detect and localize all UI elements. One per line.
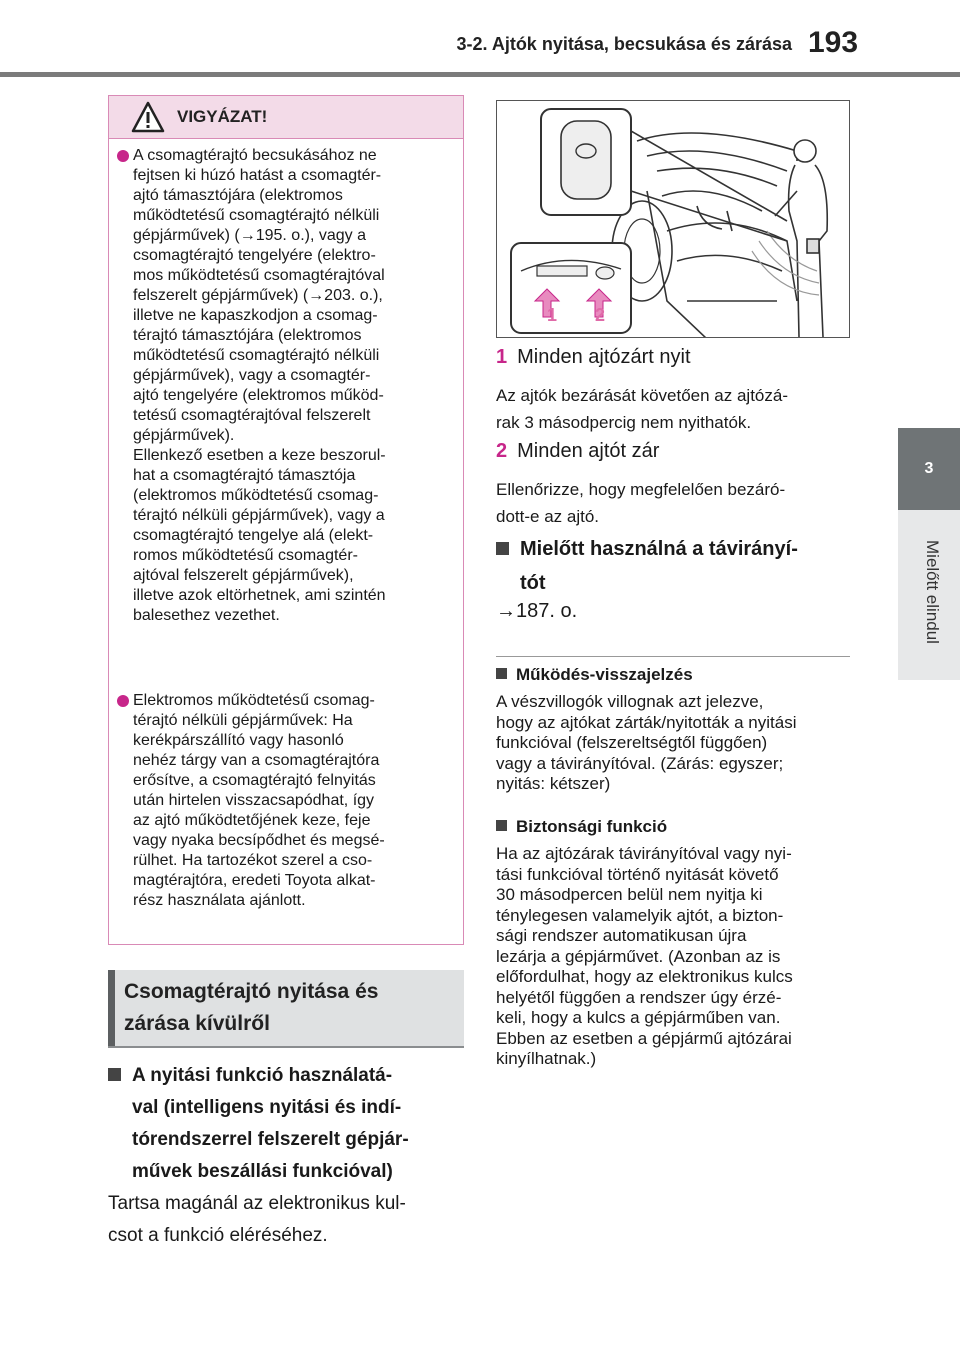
warning-title: VIGYÁZAT! (177, 107, 268, 126)
section-heading-text: Csomagtérajtó nyitása és zárása kívülről (124, 980, 379, 1035)
opening-function-subheading-text: A nyitási funkció használatá- val (intelligens nyitási és indí- tórendszerrel felszerelt gépjár- művek beszállási funkcióval) (132, 1065, 409, 1182)
tailgate-illustration-drawing (497, 101, 850, 338)
chapter-number: 3 (924, 460, 934, 477)
header-rule (0, 72, 960, 77)
warning-triangle-icon (131, 101, 165, 133)
square-bullet-icon (108, 1068, 121, 1081)
step-number: 1 (496, 346, 508, 368)
warning-bullet-text: Elektromos működtetésű csomag- térajtó nélküli gépjárművek: Ha kerékpárszállító vagy hasonló nehéz tárgy van a csomagtérajtóra erősítve, a csomagtérajtó felnyitás után hirtelen visszacsapódhat, így az ajtó működtetőjének keze, feje vagy nyaka becsípődhet és megsé- rülhet. Ha tartozékot szerel a cso- magtérajtóra, eredeti Toyota alkat- rész használata ajánlott. (133, 692, 385, 909)
section-heading-bar (108, 970, 115, 1046)
step-1-text: Az ajtók bezárását követően az ajtózá- rak 3 másodpercig nem nyithatók. (496, 386, 788, 432)
step-title-text: Minden ajtót zár (517, 440, 660, 462)
square-bullet-icon (496, 542, 509, 555)
arrow-label-2: 2 (595, 305, 606, 325)
square-bullet-icon (496, 820, 507, 831)
divider (496, 656, 850, 657)
running-header: 3-2. Ajtók nyitása, becsukása és zárása (456, 34, 792, 54)
opening-function-text: Tartsa magánál az elektronikus kul- csot a funkció eléréséhez. (108, 1193, 406, 1246)
step-title-text: Minden ajtózárt nyit (517, 346, 691, 368)
bullet-dot-icon (117, 150, 129, 162)
remote-subheading (496, 532, 856, 600)
remote-subheading-text: Mielőtt használná a távirányí- tót (520, 538, 798, 594)
warning-box (108, 95, 464, 945)
section-heading (108, 970, 464, 1048)
arrow-label-1: 1 (547, 305, 558, 325)
remote-page-ref: →187. o. (496, 600, 578, 622)
step-2-title (496, 440, 659, 463)
chapter-tab (898, 428, 960, 510)
bullet-dot-icon (117, 695, 129, 707)
warning-bullet-text: A csomagtérajtó becsukásához ne fejtsen ki húzó hatást a csomagtér- ajtó támasztójára (elektromos működtetésű csomagtérajtó nélküli gépjárművek) (→195. o.), vagy a csomagtérajtó tengelyére (elektro- mos működtetésű csomagtérajtóval felszerelt gépjárművek) (→203. o.), illetve ne kapaszkodjon a csomag- térajtó támasztójára (elektromos működtetésű csomagtérajtó nélküli gépjárművek), vagy a csomagtér- ajtó tengelyére (elektromos működ- tetésű csomagtérajtóval felszerelt gépjárművek). Ellenkező esetben a keze beszorul- hat a csomagtérajtó támasztója (elektromos működtetésű csomag- térajtó nélküli gépjárművek), vagy a csomagtérajtó tengelye alá (elekt- romos működtetésű csomagtér- ajtóval felszerelt gépjárművek), illetve azok eltörhetnek, ami szintén balesethez vezethet. (133, 147, 386, 624)
security-subheading-text: Biztonsági funkció (516, 817, 668, 836)
step-2-text: Ellenőrizze, hogy megfelelően bezáró- dott-e az ajtó. (496, 480, 786, 526)
feedback-subheading-text: Működés-visszajelzés (516, 665, 693, 684)
step-1-title (496, 346, 691, 369)
feedback-text: A vészvillogók villognak azt jelezve, hogy az ajtókat zárták/nyitották a nyitási funkcióval (felszereltségtől függően) vagy a távirányítóval. (Zárás: egyszer; nyitás: kétszer) (496, 692, 797, 793)
tailgate-illustration (496, 100, 850, 338)
security-text: Ha az ajtózárak távirányítóval vagy nyi- tási funkcióval történő nyitását követő 30 másodpercen belül nem nyitja ki ténylegesen valamelyik ajtót, a bizton- sági rendszer automatikusan újra lezárja a gépjárművet. (Azonban az is előfordulhat, hogy az elektronikus kulcs helyétől függően a rendszer úgy érzé- keli, hogy a kulcs a gépjárműben van. Ebben az esetben a gépjármű ajtózárai kinyílhatnak.) (496, 844, 793, 1068)
square-bullet-icon (496, 668, 507, 679)
warning-bullet (117, 691, 453, 911)
warning-bullet (117, 146, 453, 626)
opening-function-subheading (108, 1060, 468, 1188)
warning-header (109, 96, 463, 139)
page-number: 193 (808, 26, 859, 59)
step-number: 2 (496, 440, 508, 462)
feedback-subheading (496, 664, 856, 686)
security-subheading (496, 816, 856, 838)
chapter-label: Mielőtt elindul (923, 540, 942, 644)
